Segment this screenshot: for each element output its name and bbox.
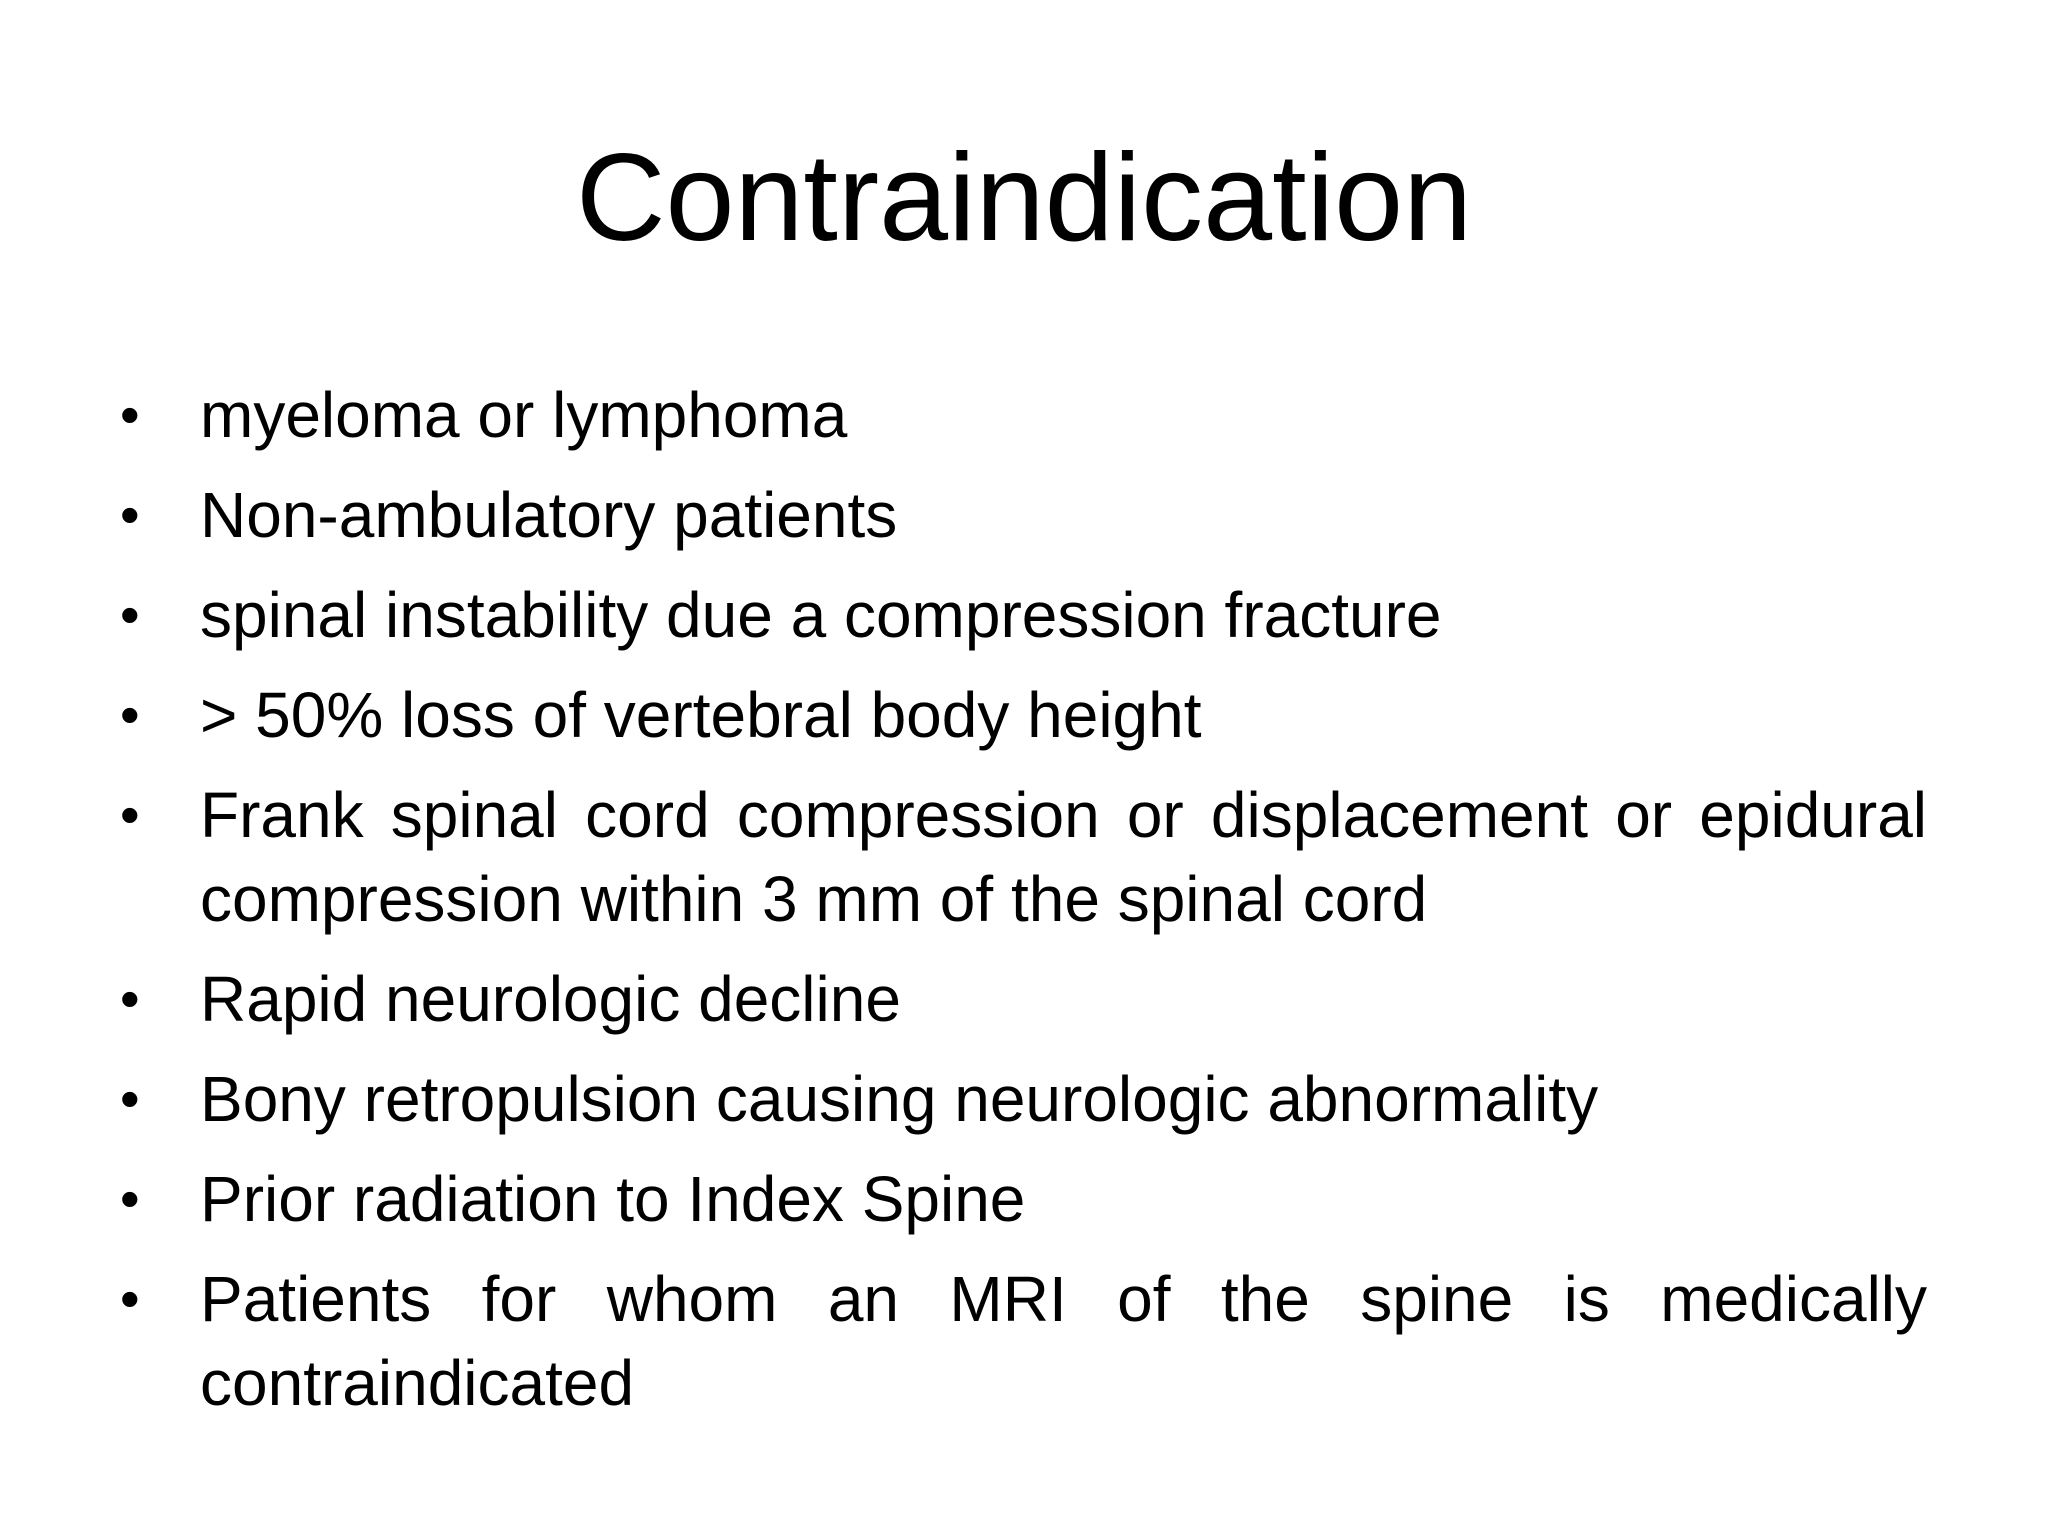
bullet-item — [0, 573, 1927, 657]
bullet-icon: • — [120, 1267, 140, 1330]
bullet-item — [0, 473, 1927, 557]
bullet-text: Frank spinal cord compression or displacement or epidural compression within 3 mm of the spinal cord — [200, 779, 1927, 935]
bullet-text: Bony retropulsion causing neurologic abnormality — [200, 1063, 1599, 1135]
bullet-item — [0, 373, 1927, 457]
bullet-icon: • — [120, 783, 140, 846]
bullet-item — [0, 773, 1927, 941]
bullet-icon: • — [120, 1167, 140, 1230]
bullet-text: myeloma or lymphoma — [200, 379, 848, 451]
bullet-icon: • — [120, 1067, 140, 1130]
bullet-item — [0, 957, 1927, 1041]
bullet-text: Non-ambulatory patients — [200, 479, 898, 551]
bullet-text: Rapid neurologic decline — [200, 963, 901, 1035]
bullet-icon: • — [120, 683, 140, 746]
slide-title: Contraindication — [575, 129, 1473, 267]
bullet-text: Prior radiation to Index Spine — [200, 1163, 1026, 1235]
bullet-item — [0, 1157, 1927, 1241]
bullet-icon: • — [120, 483, 140, 546]
bullet-item — [0, 1057, 1927, 1141]
bullet-icon: • — [120, 583, 140, 646]
bullet-icon: • — [120, 383, 140, 446]
bullet-text: > 50% loss of vertebral body height — [200, 679, 1202, 751]
bullet-item — [0, 673, 1927, 757]
bullet-list — [0, 373, 2048, 1425]
bullet-text: Patients for whom an MRI of the spine is medically contraindicated — [200, 1263, 1927, 1419]
bullet-item — [0, 1257, 1927, 1425]
bullet-text: spinal instability due a compression fracture — [200, 579, 1442, 651]
bullet-icon: • — [120, 967, 140, 1030]
